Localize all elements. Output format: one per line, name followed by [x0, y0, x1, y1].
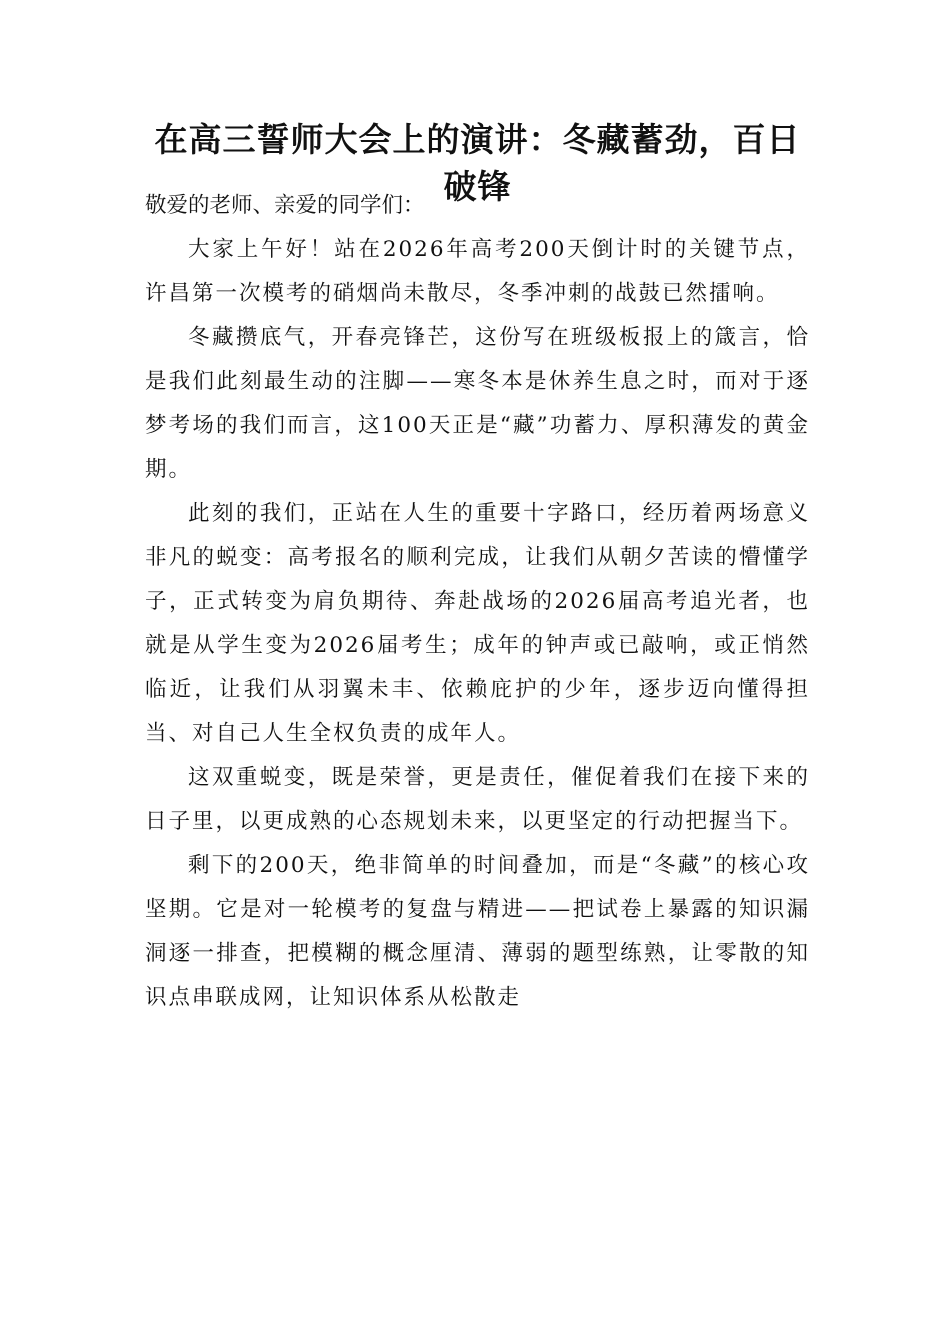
paragraph: 冬藏攒底气，开春亮锋芒，这份写在班级板报上的箴言，恰是我们此刻最生动的注脚——寒冬本是休养生息之时，而对于逐梦考场的我们而言，这100天正是“藏”功蓄力、厚积薄发的黄金期。: [145, 325, 810, 482]
paragraph: 大家上午好！站在2026年高考200天倒计时的关键节点，许昌第一次模考的硝烟尚未散尽，冬季冲刺的战鼓已然擂响。: [145, 237, 810, 306]
document-body: [145, 184, 810, 1020]
salutation: 敬爱的老师、亲爱的同学们：: [145, 193, 425, 218]
paragraph: 这双重蜕变，既是荣誉，更是责任，催促着我们在接下来的日子里，以更成熟的心态规划未来，以更坚定的行动把握当下。: [145, 765, 810, 834]
paragraph: 此刻的我们，正站在人生的重要十字路口，经历着两场意义非凡的蜕变：高考报名的顺利完成，让我们从朝夕苦读的懵懂学子，正式转变为肩负期待、奔赴战场的2026届高考追光者，也就是从学生变为2026届考生；成年的钟声或已敲响，或正悄然临近，让我们从羽翼未丰、依赖庇护的少年，逐步迈向懂得担当、对自己人生全权负责的成年人。: [145, 501, 810, 746]
paragraph: 剩下的200天，绝非简单的时间叠加，而是“冬藏”的核心攻坚期。它是对一轮模考的复盘与精进——把试卷上暴露的知识漏洞逐一排查，把模糊的概念厘清、薄弱的题型练熟，让零散的知识点串联成网，让知识体系从松散走: [145, 853, 810, 1010]
document-title: 在高三誓师大会上的演讲：冬藏蓄劲，百日破锋: [154, 120, 801, 206]
